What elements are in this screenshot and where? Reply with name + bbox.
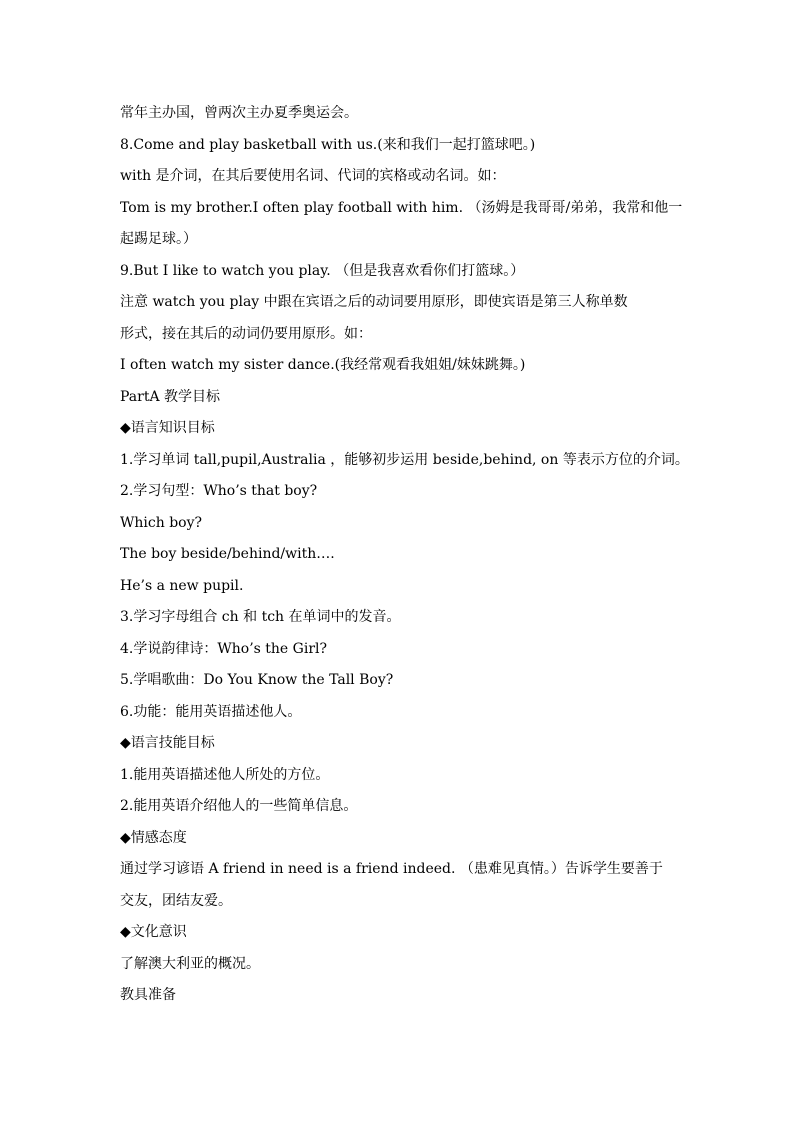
text-line: Tom is my brother.I often play football with him. （汤姆是我哥哥/弟弟，我常和他一 <box>120 199 683 216</box>
subsection-heading: ◆文化意识 <box>120 924 187 940</box>
text-line: 了解澳大利亚的概况。 <box>120 955 260 972</box>
section-heading: 教具准备 <box>120 987 176 1003</box>
text-line: I often watch my sister dance.(我经常观看我姐姐/妹妹跳舞。) <box>120 357 526 373</box>
text-line: 6.功能：能用英语描述他人。 <box>120 703 302 720</box>
text-line: 2.学习句型：Who’s that boy? <box>120 483 318 499</box>
text-line: 1.能用英语描述他人所处的方位。 <box>120 766 330 783</box>
text-line: 1.学习单词 tall,pupil,Australia ，能够初步运用 beside,behind, on 等表示方位的介词。 <box>120 451 689 468</box>
text-line: 8.Come and play basketball with us.(来和我们一起打篮球吧。) <box>120 136 536 153</box>
text-line: 形式，接在其后的动词仍要用原形。如： <box>120 325 372 342</box>
text-line: 9.But I like to watch you play. （但是我喜欢看你们打篮球。） <box>120 262 525 279</box>
subsection-heading: ◆语言知识目标 <box>120 420 215 436</box>
text-line: He’s a new pupil. <box>120 577 244 594</box>
subsection-heading: ◆情感态度 <box>120 829 187 846</box>
text-line: 交友，团结友爱。 <box>120 892 232 909</box>
text-line: Which boy? <box>120 514 202 531</box>
text-line: 3.学习字母组合 ch 和 tch 在单词中的发音。 <box>120 609 401 625</box>
text-line: 注意 watch you play 中跟在宾语之后的动词要用原形，即使宾语是第三人称单数 <box>120 294 628 310</box>
text-line: 常年主办国，曾两次主办夏季奥运会。 <box>120 105 358 121</box>
text-line: 4.学说韵律诗：Who’s the Girl? <box>120 640 327 657</box>
text-line: with 是介词，在其后要使用名词、代词的宾格或动名词。如： <box>120 168 506 184</box>
text-line: 2.能用英语介绍他人的一些简单信息。 <box>120 798 358 814</box>
text-line: 5.学唱歌曲：Do You Know the Tall Boy? <box>120 672 394 688</box>
text-line: 起踢足球。） <box>120 231 197 247</box>
section-heading: PartA 教学目标 <box>120 388 221 405</box>
document-body <box>120 98 689 1012</box>
text-line: The boy beside/behind/with…. <box>120 546 335 562</box>
subsection-heading: ◆语言技能目标 <box>120 735 215 751</box>
text-line: 通过学习谚语 A friend in need is a friend indeed. （患难见真情。）告诉学生要善于 <box>120 861 663 877</box>
